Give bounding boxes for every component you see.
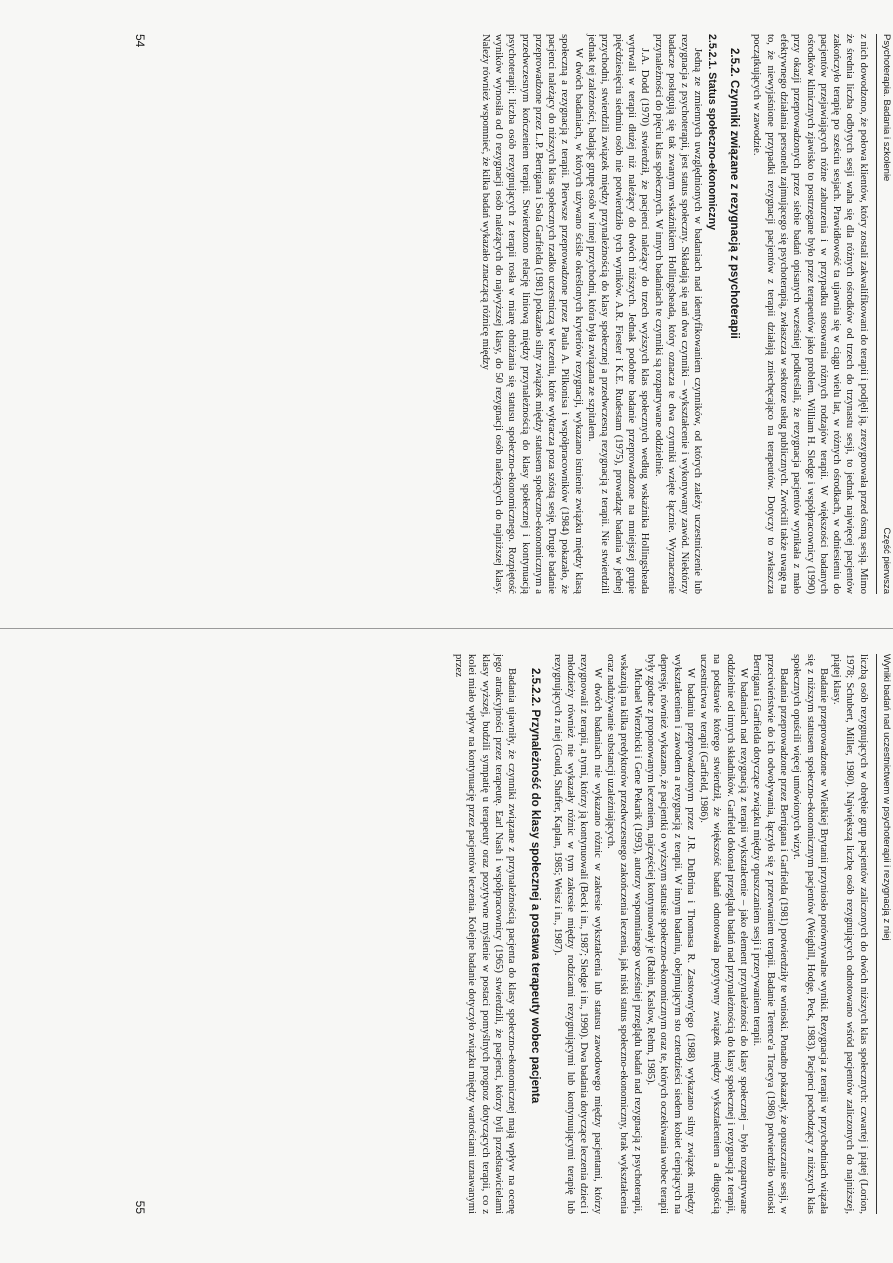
page-number: 55 xyxy=(133,1200,148,1214)
running-head-left: Wyniki badań nad uczestnictwem w psychoterapii i rezygnacją z niej xyxy=(881,654,892,941)
subsection-title: 2.5.2.2. Przynależność do klasy społecznej a postawa terapeuty wobec pacjenta xyxy=(528,668,541,1104)
page-number: 54 xyxy=(133,34,148,48)
paragraph: Badania ujawniły, że czynniki związane z przynależnością pacjenta do klasy społeczno-ekonomicznej mają wpływ na ocenę jego atrakcyjności przez terapeutę. Earl Nash i współpracownicy (1965) stwierdzili, że pacjenci, którzy byli przedstawicielami klasy wyższej, budzili sympatię u terapeuty oraz pozytywne myślenie w postaci pomyślnych prognoz dotyczących terapii, co z kolei miało wpływ na kontynuację przez pacjentów leczenia. Kolejne badanie dotyczyło związku między wartościami uznawanymi przez xyxy=(453,654,518,1214)
paragraph: Michael Wierzbicki i Gene Pekarik (1993), autorzy wspomnianego wcześniej przeglądu badań nad rezygnacją z psychoterapii, wskazują na kilka predyktorów przedwczesnego zakończenia leczenia, jak niski status społeczno-ekonomiczny, brak wykształcenia oraz nadużywanie substancji uzależniających. xyxy=(605,654,643,1214)
page-divider xyxy=(0,628,893,629)
running-head xyxy=(876,34,893,594)
running-head xyxy=(876,654,893,1214)
paragraph: W dwóch badaniach nie wykazano różnic w zakresie wykształcenia lub statusu zawodowego między pacjentami, którzy rezygnowali z terapii, a tymi, którzy ją kontynuowali (Beck i in., 1987; Sledge i in., 1990). Dwa badania dotyczące leczenia dzieci i młodzieży również nie wykazały różnic w tym zakresie między rodzicami rezygnującymi lub kontynuującymi terapię lub rezygnujących z niej (Gould, Shaffer, Kaplan, 1985; Weisz i in., 1987). xyxy=(551,654,603,1214)
section-title: 2.5.2. Czynniki związane z rezygnacją z psychoterapii xyxy=(728,48,741,339)
paragraph: W dwóch badaniach, w których używano ściśle określonych kryteriów rezygnacji, wykazano istnienie związku między klasą społeczną a rezygnacją z terapii. Pierwsze przeprowadzone przez Paula A. Pilkonisa i współpracowników (1984) pokazało, że pacjenci należący do niższych klas społecznych rzadko uczestniczą w leczeniu, które wykracza poza szóstą sesję. Drugie badanie przeprowadzone przez L.P. Berrigana i Sola Garfielda (1981) pokazało silny związek między statusem społeczno-ekonomicznym a przedwczesnym kończeniem terapii. Stwierdzono relację liniową między przynależnością do klasy społecznej i kontynuacją psychoterapii; liczba osób rezygnujących z terapii rosła w miarę obniżania się statusu społeczno-ekonomicznego. Rozpiętość wyników wynosiła od 0 rezygnacji osób należących do najwyższej klasy, do 50 rezygnacji osób należących do najniższej klasy. Należy również wspomnieć, że kilka badań wykazało znaczącą różnicę między xyxy=(479,34,584,594)
paragraph: W badaniu przeprowadzonym przez J.R. DuBrina i Thomasa R. Zastowny'ego (1988) wykazano silny związek między wykształceniem i zawodem a rezygnacją z terapii. W innym badaniu, obejmującym sto czterdzieści siedem kobiet cierpiących na depresję, również wykazano, że pacjentki o wyższym statusie społeczno-ekonomicznym oraz te, których oczekiwania wobec terapii były zgodne z proponowanym leczeniem, najczęściej kontynuowały je (Rabin, Kaslow, Rehm, 1985). xyxy=(644,654,696,1214)
paragraph: W badaniach nad rezygnacją z terapii wykształcenie – jako element przynależności do klasy społecznej – było rozpatrywane oddzielnie od innych składników. Garfield dokonał przeglądu badań nad przynależnością do klasy społecznej i rezygnacją z terapii, na podstawie którego stwierdził, że większość badań odnotowała pozytywny związek między wykształceniem a długością uczestnictwa w terapii (Garfield, 1986). xyxy=(698,654,750,1214)
paragraph: liczbą osób rezygnujących w obrębie grup pacjentów zaliczonych do dwóch niższych klas społecznych: czwartej i piątej (Lorion, 1978; Schubert, Miller, 1980). Największą liczbę osób rezygnujących odnotowano wśród pacjentów zaliczonych do najniższej, piątej klasy. xyxy=(831,654,869,1214)
body-text xyxy=(478,34,869,594)
paragraph: Jedną ze zmiennych uwzględnionych w badaniach nad identyfikowaniem czynników, od których zależy uczestniczenie lub rezygnacja z psychoterapii, jest status społeczny. Składają się nań dwa czynniki – wykształcenie i wykonywany zawód. Niektórzy badacze posługują się tak zwanym wskaźnikiem Hollingsheada, który oznacza te dwa czynniki wzięte łącznie. Wyznaczenie przynależności do pięciu klas społecznych. W innych badaniach te czynniki są rozpatrywane oddzielnie. xyxy=(652,34,704,594)
running-head-right: Część pierwsza xyxy=(881,527,892,594)
running-head-left: Psychoterapia. Badania i szkolenie xyxy=(881,34,892,182)
paragraph: z nich dowodzono, że połowa klientów, który zostali zakwalifikowani do terapii i podjęli ją, zrezygnowała przed ósmą sesją. Mimo że średnia liczba odbytych sesji waha się dla różnych ośrodków od trzech do trzynastu sesji, to jednak najwięcej pacjentów zakończyło terapię po sześciu sesjach. Prawidłowość ta ujawnia się w ciągu wielu lat, w różnych ośrodkach, w odniesieniu do pacjentów przejawiających różne zaburzenia i w przypadku stosowania różnych rodzajów terapii. W większości badanych ośrodków klinicznych zjawisko to postrzegane było przez terapeutów jako problem. William H. Sledge i współpracownicy (1990) przy okazji przeprowadzonych przez siebie badań opisanych wcześniej podkreślali, że rezygnacja pacjentów wynikała z mało efektywnego działania personelu zajmującego się psychoterapią, zwłaszcza w sektorze usług publicznych. Zwrócili także uwagę na to, że niewyjaśnione przypadki rezygnacji pacjentów z terapii działają zniechęcająco na terapeutów. Dotyczy to zwłaszcza początkujących w zawodzie. xyxy=(751,34,869,594)
paragraph: Badanie przeprowadzone w Wielkiej Brytanii przyniosło porównywalne wyniki. Rezygnacja z terapii w przychodniach wiązała się z niższym statusem społeczno-ekonomicznym pacjentów (Weighill, Hodge, Peck, 1983). Pacjenci pochodzący z niższych klas społecznych opuścili więcej umówionych wizyt. xyxy=(791,654,829,1214)
body-text xyxy=(452,654,870,1214)
left-page xyxy=(133,34,893,594)
right-page xyxy=(133,654,893,1214)
subsection-title: 2.5.2.1. Status społeczno-ekonomiczny xyxy=(705,34,718,231)
paragraph: Badania przeprowadzone przez Berrigana i Garfielda (1981) potwierdziły te wnioski. Ponadto pokazały, że opuszczanie sesji, w przeciwieństwie do ich odwoływania, łączyło się z przerwaniem terapii. Badanie Terence'a Traceya (1986) potwierdziło wnioski Berrigana i Garfielda dotyczące związku między opuszczaniem sesji i przerywaniem terapii. xyxy=(751,654,789,1214)
paragraph: J.A. Dodd (1970) stwierdził, że pacjenci należący do trzech wyższych klas społecznych według wskaźnika Hollingsheada wytrwali w terapii dłużej niż należący do dwóch niższych. Jednak podobne badanie przeprowadzone na mniejszej grupie pięćdziesięciu siedmiu osób nie potwierdziło tych wyników. A.R. Fiester i K.E. Rudestam (1975), prowadząc badania w jednej przychodni, stwierdzili związek między przynależnością do klasy społecznej a przedwczesną rezygnacją z terapii. Nie stwierdzili jednak tej zależności, badając grupę osób w innej przychodni, która była związana ze szpitalem. xyxy=(586,34,651,594)
